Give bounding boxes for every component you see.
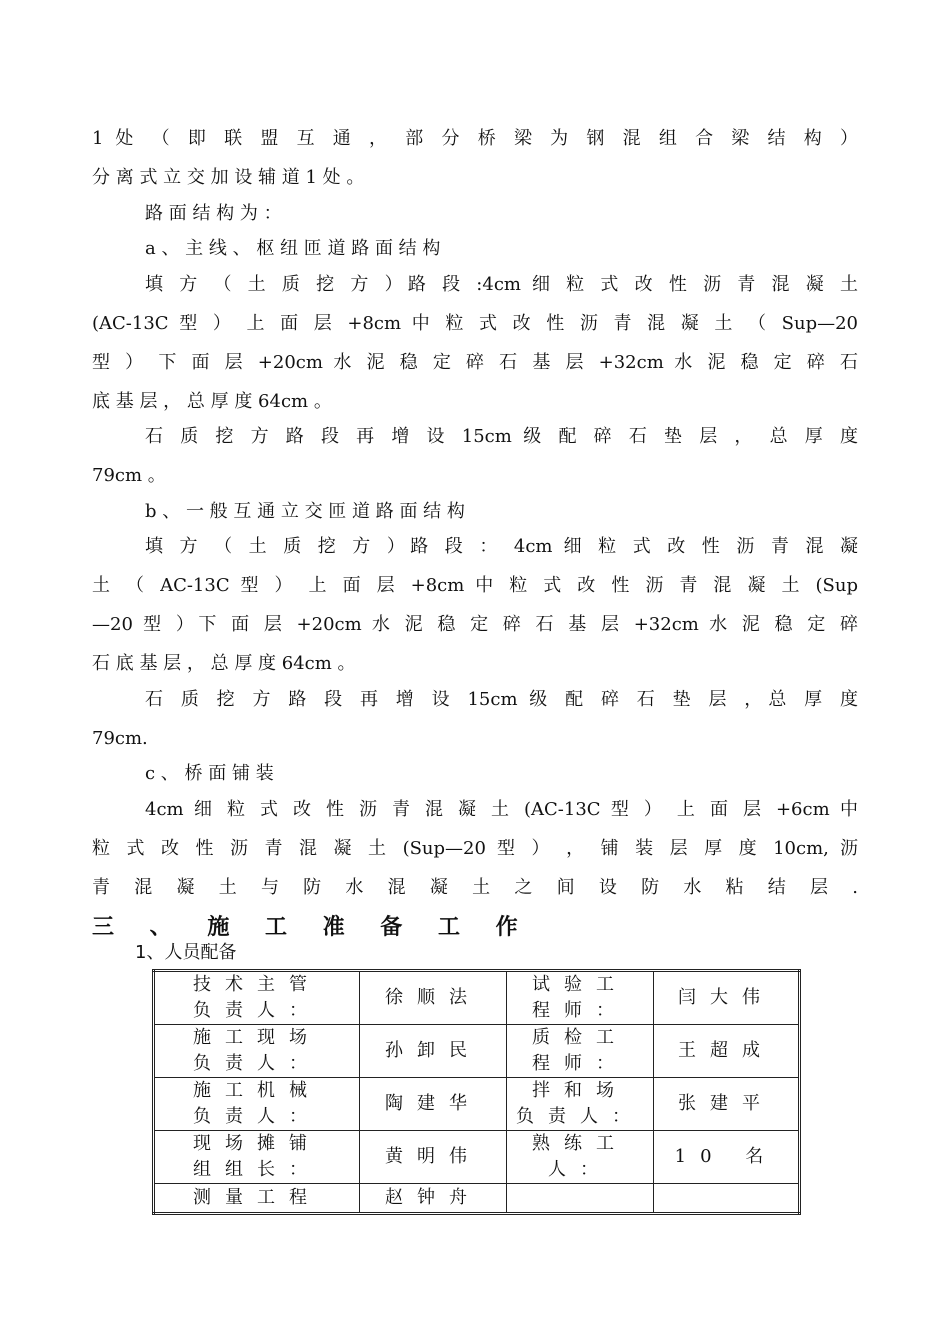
paragraph-line: 青 混 凝 土 与 防 水 混 凝 土 之 间 设 防 水 粘 结 层 . <box>92 877 858 898</box>
paragraph-line: 土 （ AC-13C 型 ） 上 面 层 +8cm 中 粒 式 改 性 沥 青 混 凝 土 (Sup <box>92 575 858 596</box>
empty-cell <box>654 1184 800 1214</box>
paragraph-line: 79cm 。 <box>92 465 166 486</box>
section-heading: 三 、 施 工 准 备 工 作 <box>92 915 532 940</box>
role-cell: 拌和场 负责人： <box>507 1078 654 1131</box>
role-cell: 质检工 程师： <box>507 1025 654 1078</box>
paragraph-line: 底 基 层 ， 总 厚 度 64cm 。 <box>92 391 332 412</box>
paragraph-line: 粒 式 改 性 沥 青 混 凝 土 (Sup—20 型 ） ， 铺 装 层 厚 度 10cm, 沥 <box>92 838 858 859</box>
paragraph-line: 填 方 （ 土 质 挖 方 ）路 段 :4cm 细 粒 式 改 性 沥 青 混 凝 土 <box>145 274 858 295</box>
paragraph-line: 型 ） 下 面 层 +20cm 水 泥 稳 定 碎 石 基 层 +32cm 水 泥 稳 定 碎 石 <box>92 352 858 373</box>
paragraph-line: 石 质 挖 方 路 段 再 增 设 15cm 级 配 碎 石 垫 层 ， 总 厚 度 <box>145 426 858 447</box>
paragraph-line: (AC-13C 型 ） 上 面 层 +8cm 中 粒 式 改 性 沥 青 混 凝 土 （ Sup—20 <box>92 313 858 334</box>
person-cell: 黄明伟 <box>360 1131 507 1184</box>
table-row <box>154 971 800 1025</box>
person-cell: 张建平 <box>654 1078 800 1131</box>
paragraph-line: 4cm 细 粒 式 改 性 沥 青 混 凝 土 (AC-13C 型 ） 上 面 层 +6cm 中 <box>145 799 858 820</box>
paragraph-line: c 、 桥 面 铺 装 <box>145 763 274 784</box>
role-cell: 施工现场 负责人： <box>154 1025 360 1078</box>
paragraph-line: 石 底 基 层 ， 总 厚 度 64cm 。 <box>92 653 356 674</box>
person-cell: 王超成 <box>654 1025 800 1078</box>
paragraph-line: b 、 一 般 互 通 立 交 匝 道 路 面 结 构 <box>145 501 465 522</box>
person-cell: 徐顺法 <box>360 971 507 1025</box>
paragraph-line: 分 离 式 立 交 加 设 辅 道 1 处 。 <box>92 167 365 188</box>
paragraph-line: 1 处 （ 即 联 盟 互 通 ， 部 分 桥 梁 为 钢 混 组 合 梁 结 构 ） <box>92 128 858 149</box>
person-cell: 闫大伟 <box>654 971 800 1025</box>
role-cell: 现场摊铺 组组长： <box>154 1131 360 1184</box>
table-row <box>154 1184 800 1214</box>
paragraph-line: a 、 主 线 、 枢 纽 匝 道 路 面 结 构 <box>145 238 441 259</box>
paragraph-line: 石 质 挖 方 路 段 再 增 设 15cm 级 配 碎 石 垫 层 ，总 厚 度 <box>145 689 858 710</box>
paragraph-line: —20 型 ）下 面 层 +20cm 水 泥 稳 定 碎 石 基 层 +32cm 水 泥 稳 定 碎 <box>92 614 858 635</box>
paragraph-line: 79cm. <box>92 728 148 749</box>
table-row <box>154 1025 800 1078</box>
person-cell: 赵钟舟 <box>360 1184 507 1214</box>
role-cell: 试验工 程师： <box>507 971 654 1025</box>
staff-table <box>152 969 801 1215</box>
person-cell: 10 名 <box>654 1131 800 1184</box>
paragraph-line: 填 方 （ 土 质 挖 方 ）路 段 ： 4cm 细 粒 式 改 性 沥 青 混 凝 <box>145 536 858 557</box>
role-cell: 施工机械 负责人： <box>154 1078 360 1131</box>
person-cell: 陶建华 <box>360 1078 507 1131</box>
role-cell: 测量工程 <box>154 1184 360 1214</box>
person-cell: 孙卸民 <box>360 1025 507 1078</box>
role-cell: 技术主管 负责人： <box>154 971 360 1025</box>
empty-cell <box>507 1184 654 1214</box>
table-row <box>154 1131 800 1184</box>
paragraph-line: 路 面 结 构 为 ： <box>145 203 282 224</box>
subsection-heading: 1、人员配备 <box>135 942 237 963</box>
table-row <box>154 1078 800 1131</box>
role-cell: 熟练工 人： <box>507 1131 654 1184</box>
